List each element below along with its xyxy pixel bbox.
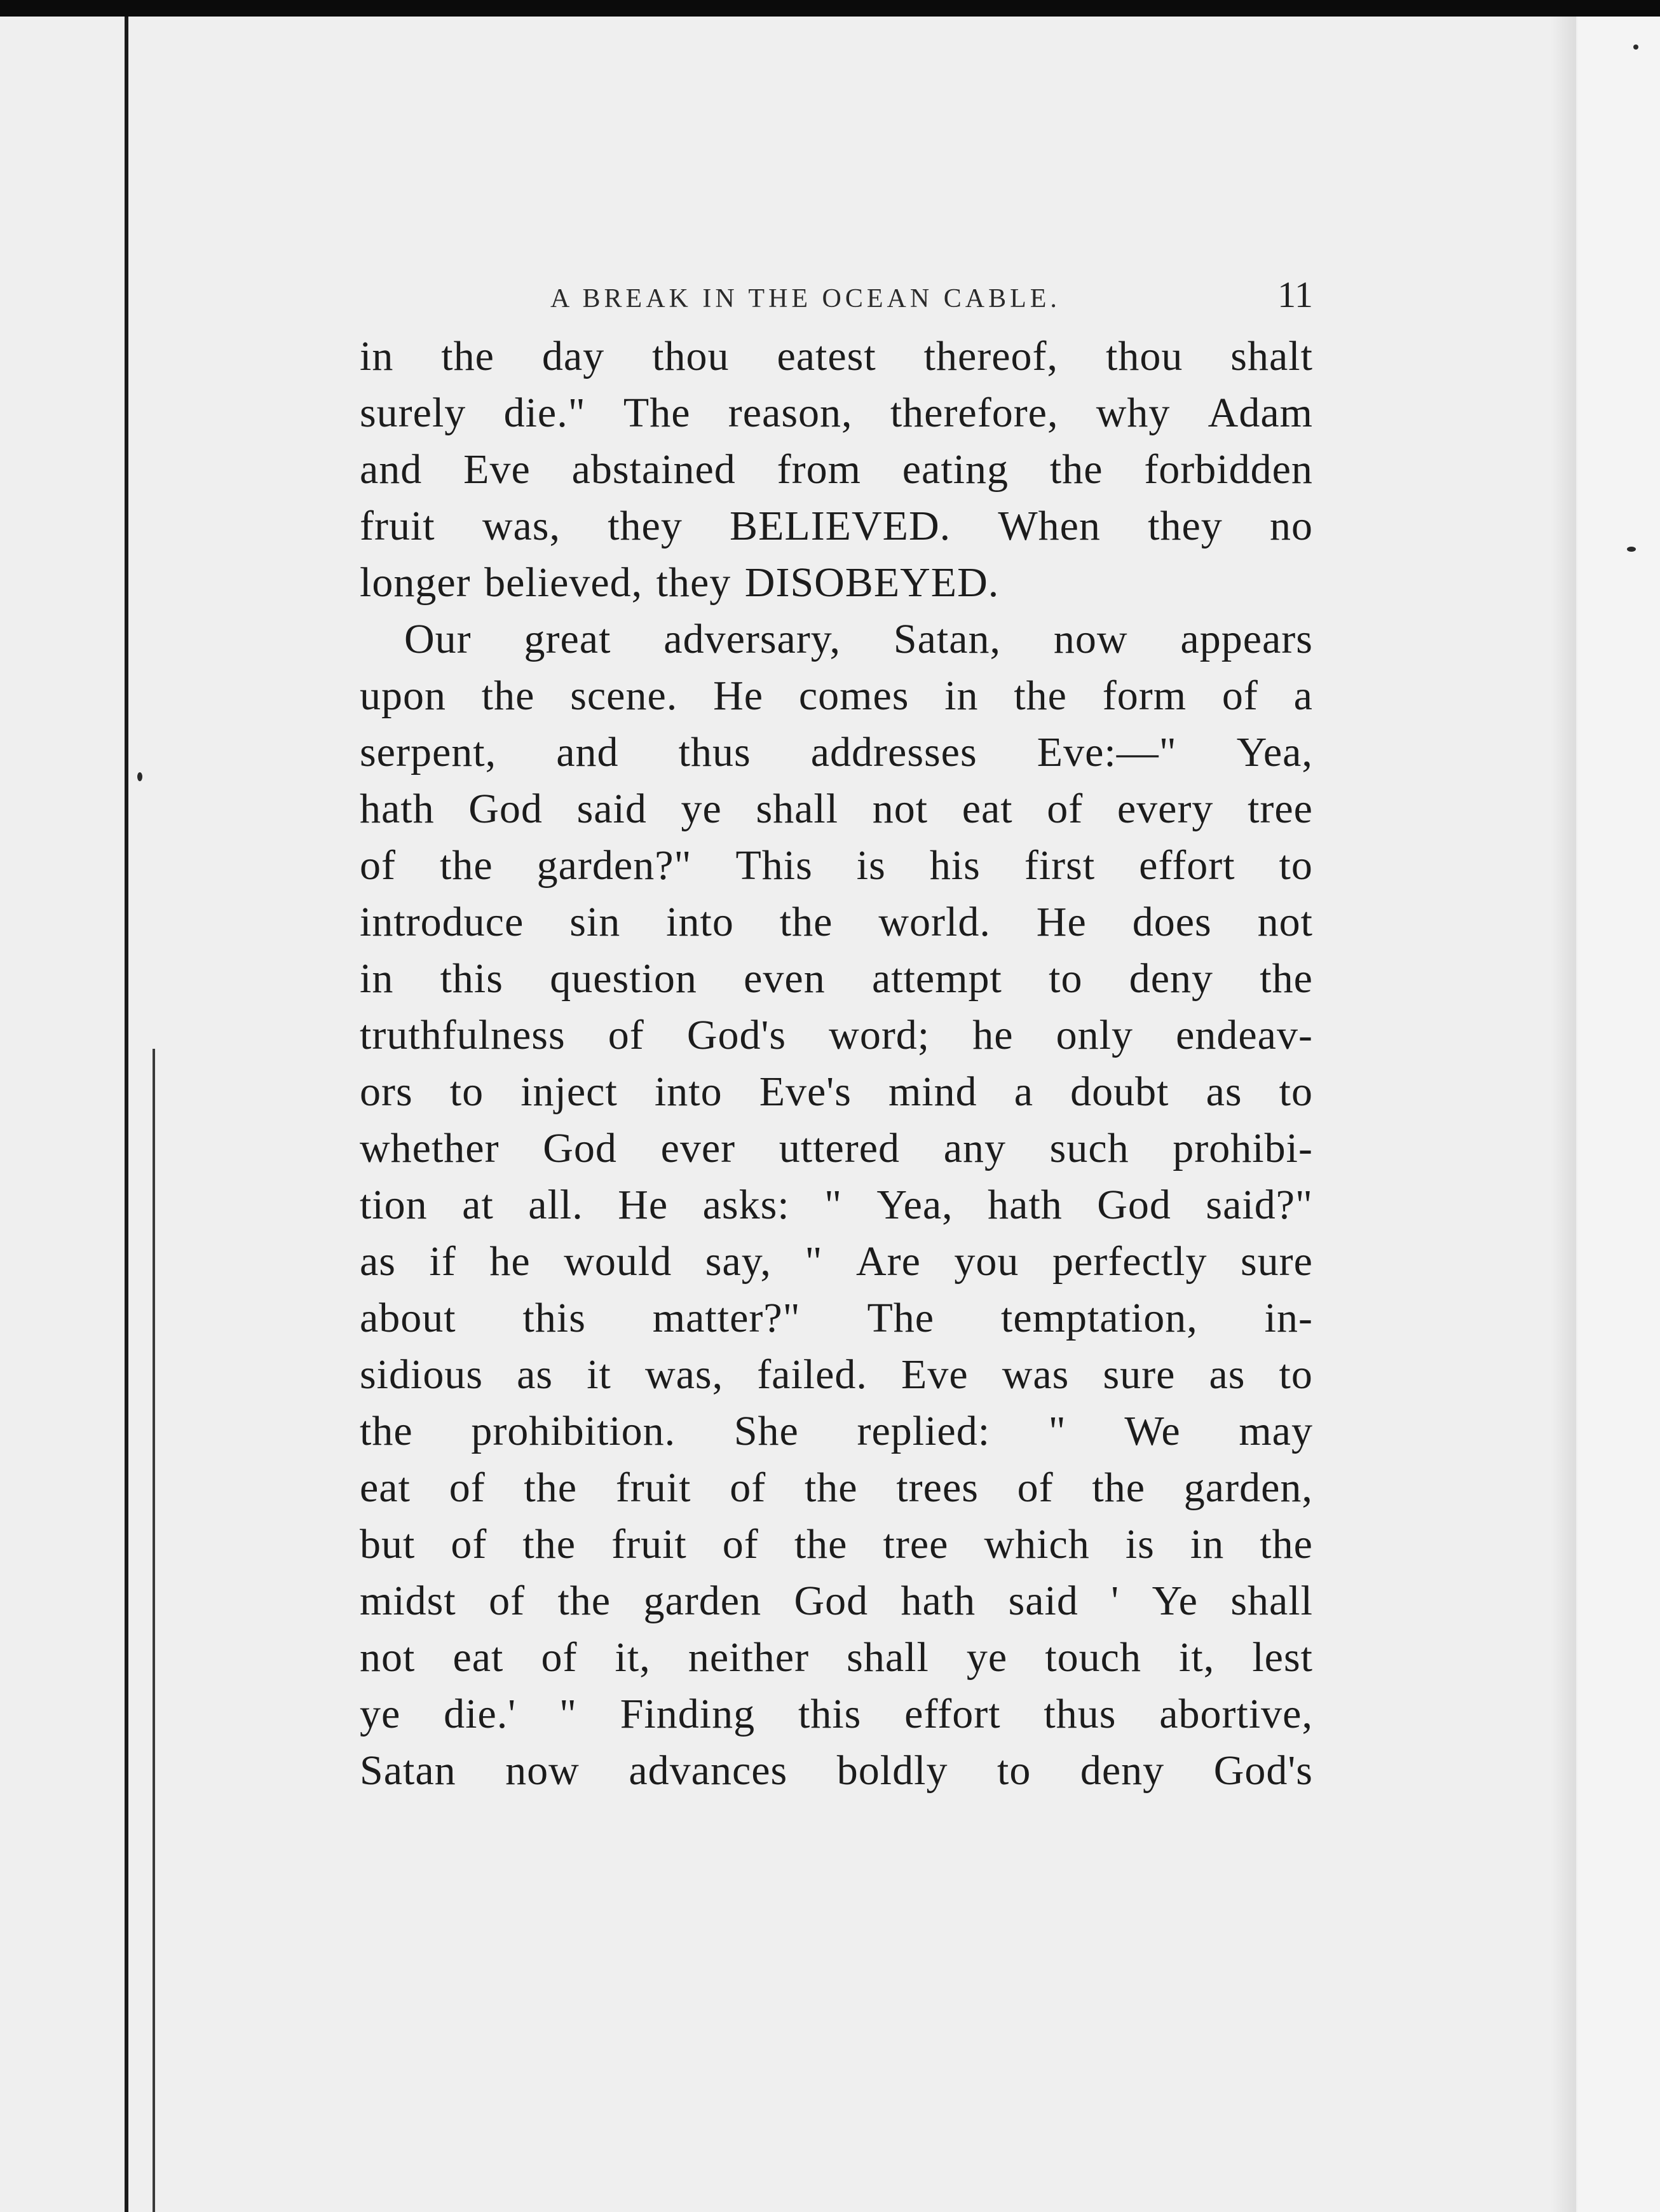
text-line: surely die." The reason, therefore, why Adam bbox=[360, 390, 1313, 436]
text-line: Satan now advances boldly to deny God's bbox=[360, 1747, 1313, 1794]
scan-speck bbox=[1627, 547, 1636, 552]
text-line: whether God ever uttered any such prohibi- bbox=[360, 1125, 1313, 1171]
text-line: tion at all. He asks: " Yea, hath God said?" bbox=[360, 1182, 1313, 1228]
text-line: hath God said ye shall not eat of every tree bbox=[360, 786, 1313, 832]
text-line: as if he would say, " Are you perfectly sure bbox=[360, 1238, 1313, 1285]
text-line: in this question even attempt to deny the bbox=[360, 955, 1313, 1002]
text-line: ors to inject into Eve's mind a doubt as to bbox=[360, 1068, 1313, 1115]
text-line: midst of the garden God hath said ' Ye shall bbox=[360, 1578, 1313, 1624]
text-line: fruit was, they BELIEVED. When they no bbox=[360, 503, 1313, 549]
text-line: Our great adversary, Satan, now appears bbox=[404, 616, 1313, 662]
text-line: the prohibition. She replied: " We may bbox=[360, 1408, 1313, 1454]
running-head: A BREAK IN THE OCEAN CABLE. bbox=[550, 284, 1061, 313]
text-line: longer believed, they DISOBEYED. bbox=[360, 559, 1000, 606]
page-text bbox=[360, 273, 1313, 1799]
text-line: but of the fruit of the tree which is in the bbox=[360, 1521, 1313, 1567]
text-line: truthfulness of God's word; he only endeav- bbox=[360, 1012, 1313, 1058]
text-line: about this matter?" The temptation, in- bbox=[360, 1295, 1313, 1341]
text-line: ye die.' " Finding this effort thus abortive, bbox=[360, 1691, 1313, 1737]
text-line: and Eve abstained from eating the forbidden bbox=[360, 446, 1313, 493]
text-line: in the day thou eatest thereof, thou shalt bbox=[360, 333, 1313, 379]
text-line: eat of the fruit of the trees of the garden, bbox=[360, 1464, 1313, 1511]
page-shadow bbox=[1551, 17, 1576, 2212]
text-line: of the garden?" This is his first effort to bbox=[360, 842, 1313, 889]
binding-edge-line bbox=[125, 17, 128, 2212]
text-line: upon the scene. He comes in the form of a bbox=[360, 672, 1313, 719]
inner-edge-line bbox=[153, 1049, 155, 2212]
scan-margin bbox=[1577, 17, 1660, 2212]
text-line: not eat of it, neither shall ye touch it, lest bbox=[360, 1634, 1313, 1681]
scan-speck bbox=[1633, 44, 1638, 50]
text-line: introduce sin into the world. He does not bbox=[360, 899, 1313, 945]
text-line: sidious as it was, failed. Eve was sure as to bbox=[360, 1351, 1313, 1398]
page-header bbox=[360, 273, 1313, 323]
scan-speck bbox=[137, 772, 142, 781]
page-number: 11 bbox=[1277, 274, 1313, 315]
body-text bbox=[360, 328, 1313, 1799]
text-line: serpent, and thus addresses Eve:—" Yea, bbox=[360, 729, 1313, 775]
